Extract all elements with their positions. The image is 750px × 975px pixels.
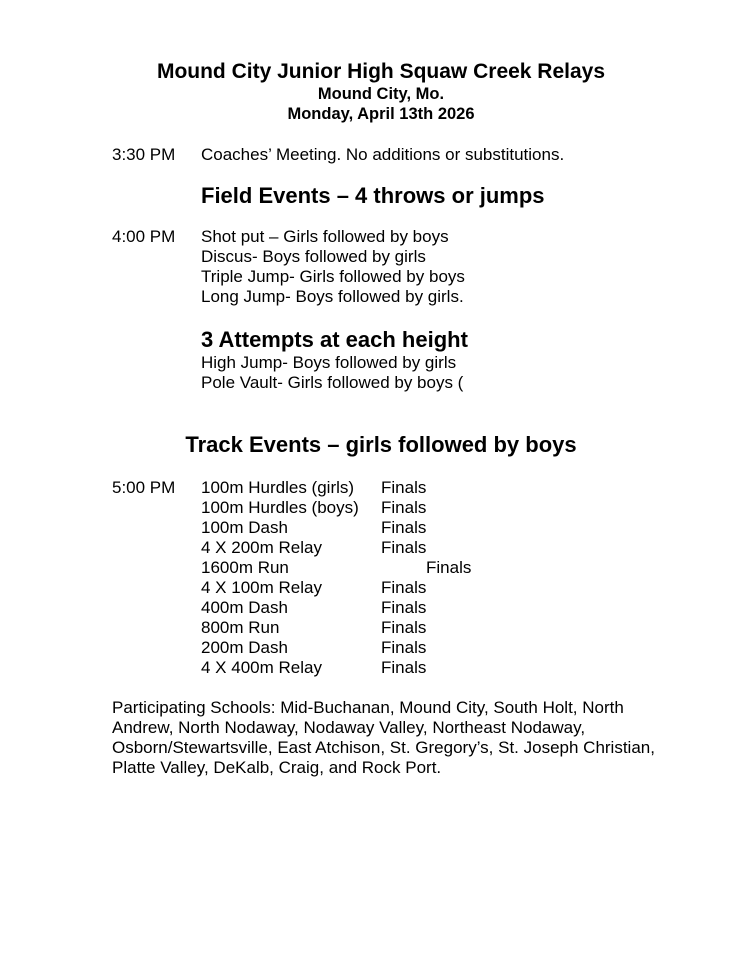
field-events-heading: Field Events – 4 throws or jumps xyxy=(201,183,545,208)
field-event: Long Jump- Boys followed by girls. xyxy=(201,287,464,306)
track-event-round: Finals xyxy=(381,498,427,517)
page-title: Mound City Junior High Squaw Creek Relays xyxy=(156,60,606,83)
track-event-round: Finals xyxy=(381,618,427,637)
track-event-name: 1600m Run xyxy=(201,558,289,577)
field-event: Triple Jump- Girls followed by boys xyxy=(201,267,465,286)
track-event-round: Finals xyxy=(381,578,427,597)
participating-schools: Participating Schools: Mid-Buchanan, Mound City, South Holt, North Andrew, North Nodaway, Nodaway Valley, Northeast Nodaway, Osborn/Stewartsville, East Atchison, St. Gregory’s, St. Joseph Christian, Platte Valley, DeKalb, Craig, and Rock Port. xyxy=(112,698,655,777)
track-event-round: Finals xyxy=(381,518,427,537)
track-event-name: 100m Hurdles (girls) xyxy=(201,478,355,497)
height-event: Pole Vault- Girls followed by boys ( xyxy=(201,373,464,392)
track-event-name: 4 X 400m Relay xyxy=(201,658,322,677)
location: Mound City, Mo. xyxy=(317,85,445,103)
meeting-time: 3:30 PM xyxy=(112,145,176,164)
field-event: Shot put – Girls followed by boys xyxy=(201,227,449,246)
track-event-round: Finals xyxy=(381,598,427,617)
track-event-round: Finals xyxy=(381,538,427,557)
track-event-name: 800m Run xyxy=(201,618,280,637)
track-events-heading: Track Events – girls followed by boys xyxy=(185,432,577,457)
track-event-name: 100m Dash xyxy=(201,518,288,537)
track-event-round: Finals xyxy=(426,558,472,577)
height-event: High Jump- Boys followed by girls xyxy=(201,353,457,372)
track-event-round: Finals xyxy=(381,658,427,677)
date: Monday, April 13th 2026 xyxy=(287,105,475,123)
meeting-text: Coaches’ Meeting. No additions or substitutions. xyxy=(201,145,565,164)
track-time: 5:00 PM xyxy=(112,478,176,497)
field-time: 4:00 PM xyxy=(112,227,176,246)
field-event: Discus- Boys followed by girls xyxy=(201,247,426,266)
track-event-name: 400m Dash xyxy=(201,598,288,617)
track-event-round: Finals xyxy=(381,478,427,497)
track-event-round: Finals xyxy=(381,638,427,657)
track-event-name: 200m Dash xyxy=(201,638,288,657)
track-event-name: 4 X 200m Relay xyxy=(201,538,322,557)
track-event-name: 100m Hurdles (boys) xyxy=(201,498,359,517)
height-events-heading: 3 Attempts at each height xyxy=(201,327,468,352)
track-event-name: 4 X 100m Relay xyxy=(201,578,322,597)
